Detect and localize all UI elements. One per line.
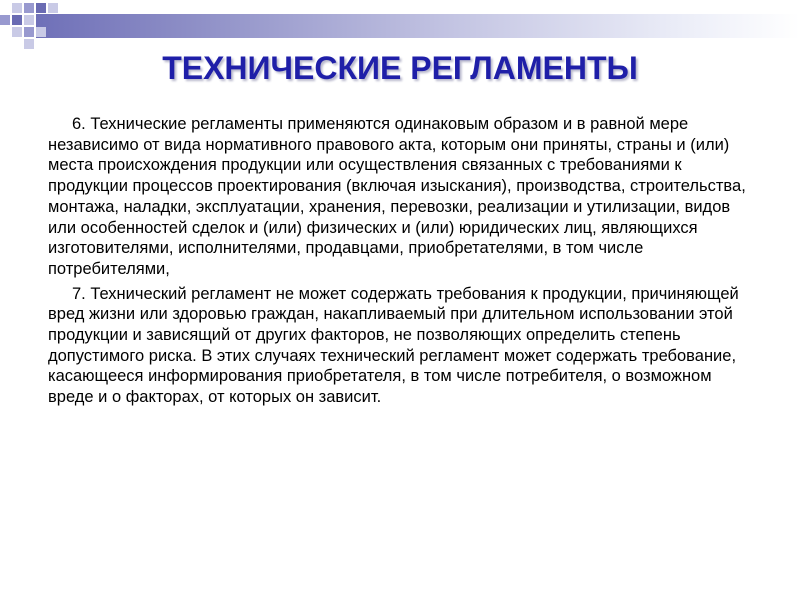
slide-title: ТЕХНИЧЕСКИЕ РЕГЛАМЕНТЫ [162, 50, 638, 86]
decorative-square [12, 27, 22, 37]
decorative-square [36, 3, 46, 13]
slide-body [48, 114, 760, 412]
paragraph-7: 7. Технический регламент не может содержать требования к продукции, причиняющей вред жизни или здоровью граждан, накапливаемый при длительном использовании этой продукции и зависящий от других факторов, не позволяющих определить степень допустимого риска. В этих случаях технический регламент может содержать требование, касающееся информирования приобретателя, в том числе потребителя, о возможном вреде и о факторах, от которых он зависит. [48, 284, 739, 407]
decorative-square [24, 27, 34, 37]
decorative-square [48, 3, 58, 13]
decorative-gradient-band [36, 14, 800, 38]
decorative-square [24, 15, 34, 25]
decorative-square [24, 3, 34, 13]
decorative-square [12, 3, 22, 13]
decorative-square [12, 15, 22, 25]
decorative-square [0, 15, 10, 25]
paragraph-6: 6. Технические регламенты применяются одинаковым образом и в равной мере независимо от вида нормативного правового акта, которым они приняты, страны и (или) места происхождения продукции или осуществления связанных с требованиями к продукции процессов проектирования (включая изыскания), производства, строительства, монтажа, наладки, эксплуатации, хранения, перевозки, реализации и утилизации, видов или особенностей сделок и (или) физических и (или) юридических лиц, являющихся изготовителями, исполнителями, продавцами, приобретателями, в том числе потребителями, [48, 115, 746, 278]
slide-decoration [0, 0, 800, 50]
decorative-square [36, 27, 46, 37]
